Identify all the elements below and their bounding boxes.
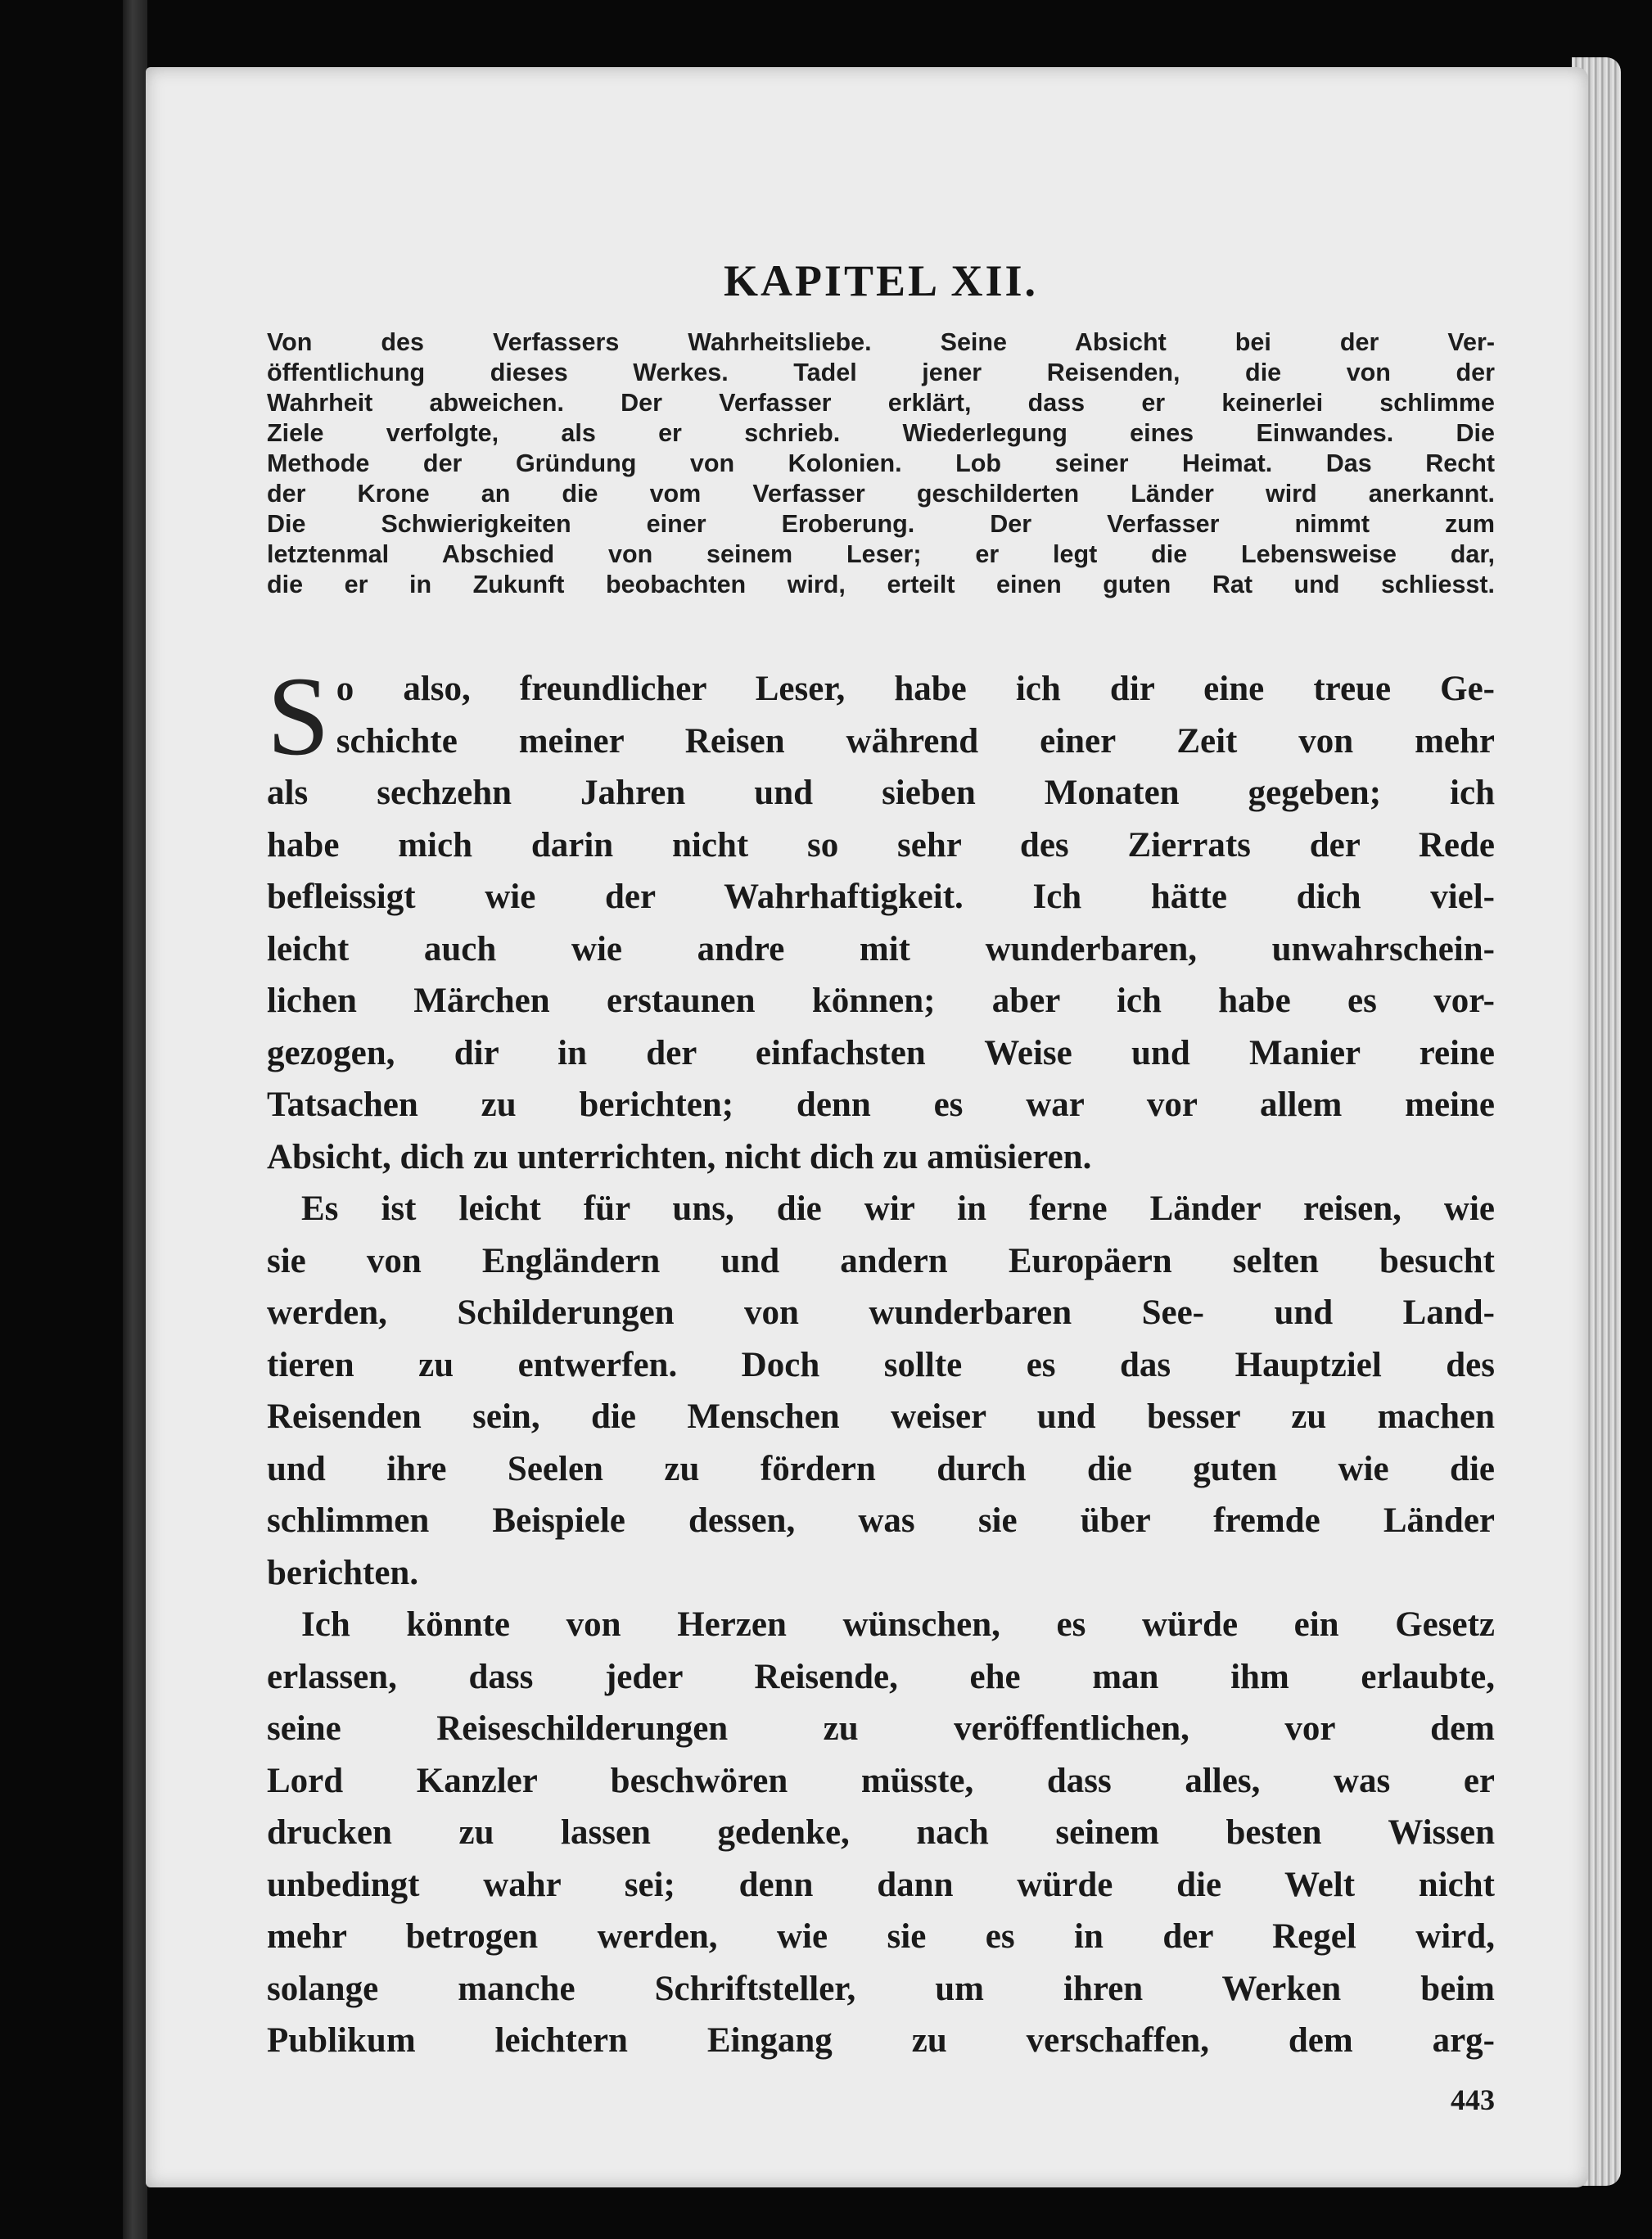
summary-line: letztenmal Abschied von seinem Leser; er legt die Lebensweise dar,	[267, 540, 1495, 568]
chapter-title: KAPITEL XII.	[723, 256, 1039, 305]
drop-cap: S	[267, 663, 330, 767]
book-page	[146, 67, 1588, 2187]
body-line: gezogen, dir in der einfachsten Weise und Manier reine	[267, 1033, 1495, 1072]
body-line: drucken zu lassen gedenke, nach seinem besten Wissen	[267, 1813, 1495, 1852]
body-line: schichte meiner Reisen während einer Zeit von mehr	[336, 721, 1495, 761]
body-line: Tatsachen zu berichten; denn es war vor allem meine	[267, 1086, 1495, 1124]
body-line: als sechzehn Jahren und sieben Monaten gegeben; ich	[267, 774, 1495, 812]
summary-line: Ziele verfolgte, als er schrieb. Wiederlegung eines Einwandes. Die	[267, 419, 1495, 447]
summary-line: die er in Zukunft beobachten wird, erteilt einen guten Rat und schliesst.	[267, 571, 1495, 598]
body-line: Es ist leicht für uns, die wir in ferne Länder reisen, wie	[301, 1189, 1495, 1228]
summary-line: Wahrheit abweichen. Der Verfasser erklärt, dass er keinerlei schlimme	[267, 389, 1495, 417]
body-line: tieren zu entwerfen. Doch sollte es das Hauptziel des	[267, 1345, 1495, 1384]
body-line: habe mich darin nicht so sehr des Zierrats der Rede	[267, 825, 1495, 864]
body-line: sie von Engländern und andern Europäern selten besucht	[267, 1241, 1495, 1280]
body-line: schlimmen Beispiele dessen, was sie über fremde Länder	[267, 1501, 1495, 1540]
summary-line: Methode der Gründung von Kolonien. Lob seiner Heimat. Das Recht	[267, 449, 1495, 477]
page-number: 443	[1451, 2083, 1495, 2116]
body-line: befleissigt wie der Wahrhaftigkeit. Ich hätte dich viel-	[267, 878, 1495, 916]
summary-line: Von des Verfassers Wahrheitsliebe. Seine Absicht bei der Ver-	[267, 328, 1495, 356]
opening-lines	[267, 663, 1495, 767]
body-line: solange manche Schriftsteller, um ihren Werken beim	[267, 1969, 1495, 2008]
body-line: erlassen, dass jeder Reisende, ehe man ihm erlaubte,	[267, 1657, 1495, 1696]
body-line: leicht auch wie andre mit wunderbaren, unwahrschein-	[267, 929, 1495, 968]
body-line: o also, freundlicher Leser, habe ich dir eine treue Ge-	[336, 670, 1495, 708]
body-line: werden, Schilderungen von wunderbaren See- und Land-	[267, 1293, 1495, 1332]
body-line: lichen Märchen erstaunen können; aber ich habe es vor-	[267, 982, 1495, 1020]
summary-line: Die Schwierigkeiten einer Eroberung. Der Verfasser nimmt zum	[267, 510, 1495, 538]
body-line: Lord Kanzler beschwören müsste, dass alles, was er	[267, 1761, 1495, 1800]
body-line: seine Reiseschilderungen zu veröffentlichen, vor dem	[267, 1709, 1495, 1748]
chapter-summary	[267, 327, 1495, 600]
summary-line: öffentlichung dieses Werkes. Tadel jener Reisenden, die von der	[267, 359, 1495, 386]
summary-line: der Krone an die vom Verfasser geschilderten Länder wird anerkannt.	[267, 480, 1495, 508]
binding-strip	[123, 0, 147, 2239]
body-line: und ihre Seelen zu fördern durch die guten wie die	[267, 1449, 1495, 1488]
body-line: Reisenden sein, die Menschen weiser und besser zu machen	[267, 1397, 1495, 1436]
body-line: Absicht, dich zu unterrichten, nicht dich zu amüsieren.	[267, 1137, 1092, 1176]
body-line: Ich könnte von Herzen wünschen, es würde ein Gesetz	[301, 1605, 1495, 1644]
body-line: berichten.	[267, 1553, 419, 1592]
body-line: Publikum leichtern Eingang zu verschaffen, dem arg-	[267, 2021, 1495, 2060]
body-text	[267, 663, 1495, 2067]
body-line: mehr betrogen werden, wie sie es in der Regel wird,	[267, 1917, 1495, 1956]
body-line: unbedingt wahr sei; denn dann würde die Welt nicht	[267, 1865, 1495, 1904]
